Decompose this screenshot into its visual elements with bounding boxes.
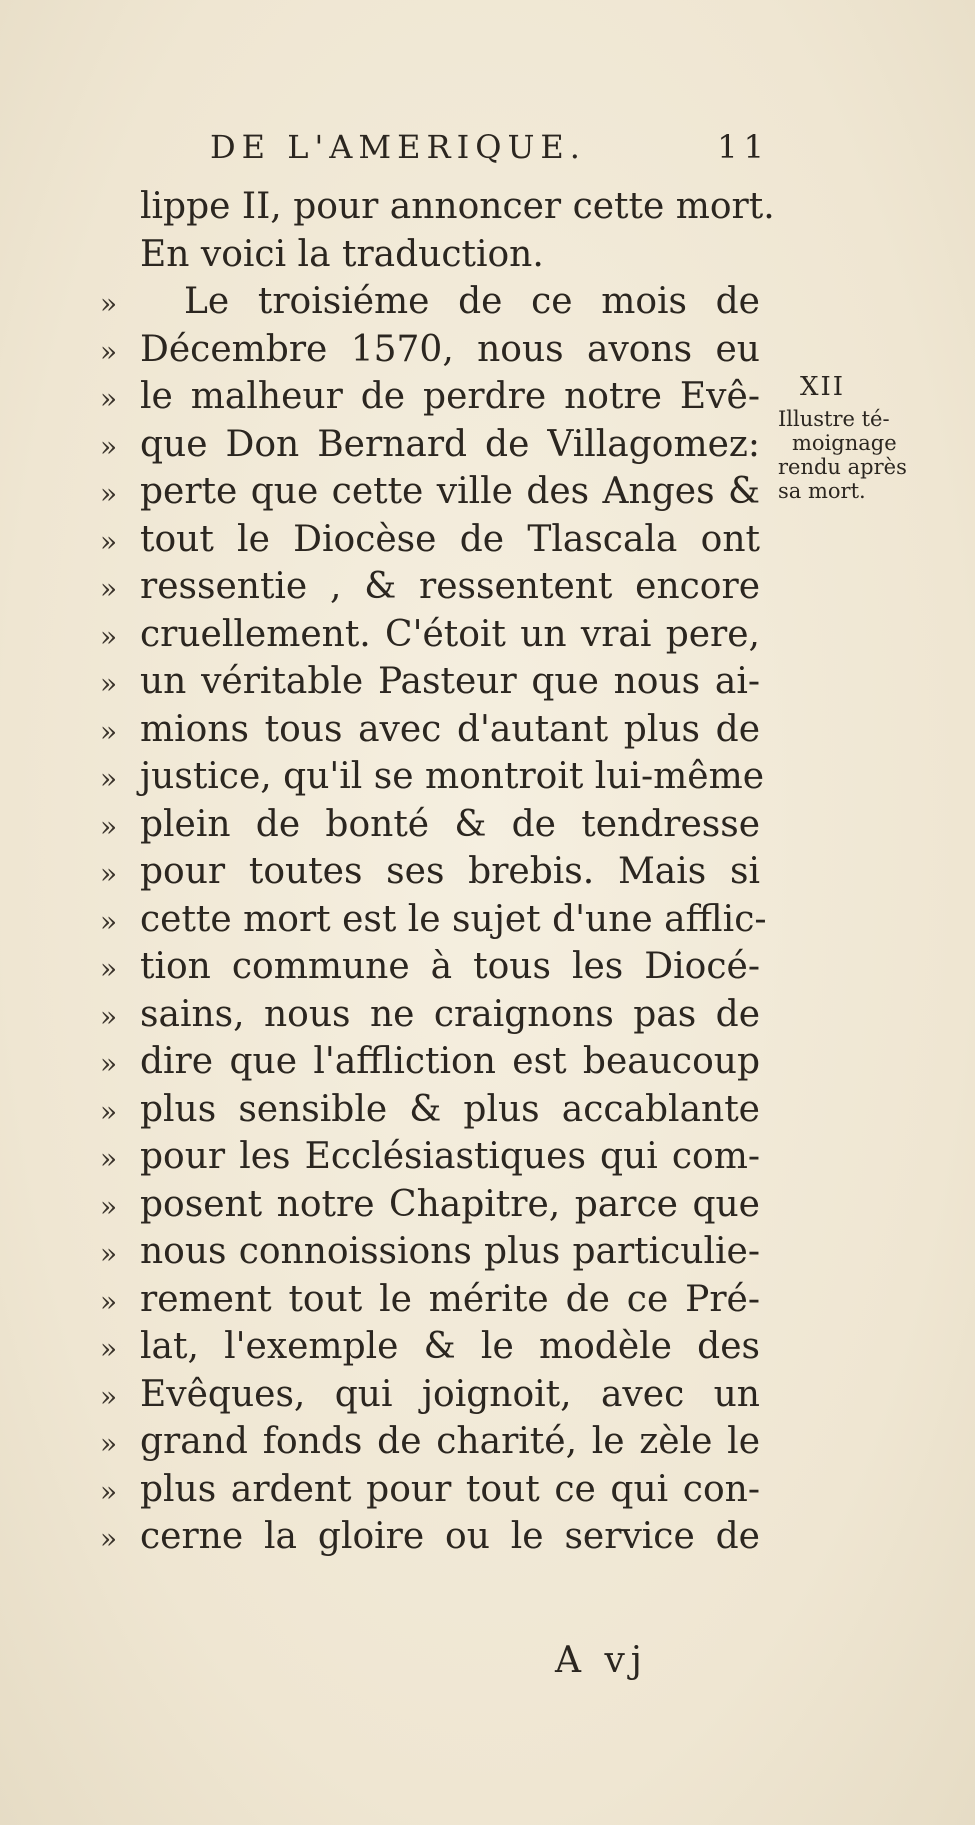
quote-mark: »	[100, 334, 118, 368]
text-line	[100, 326, 760, 374]
line-text: En voici la traduction.	[140, 233, 544, 275]
text-line	[100, 896, 767, 944]
page-number: 11	[717, 128, 770, 166]
text-line	[100, 611, 760, 659]
line-text: grand fonds de charité, le zèle le	[140, 1421, 760, 1462]
margin-note-line: moignage	[792, 431, 897, 455]
text-line	[100, 231, 760, 279]
margin-note-line: rendu après	[778, 455, 907, 479]
text-line	[100, 943, 760, 991]
text-line	[100, 1323, 760, 1371]
text-line	[100, 1371, 760, 1419]
quote-mark: »	[100, 1189, 118, 1223]
text-line	[100, 183, 775, 231]
margin-note-line: Illustre té-	[778, 407, 890, 431]
margin-note-line: sa mort.	[778, 479, 866, 503]
line-text: que Don Bernard de Villagomez:	[140, 423, 760, 465]
line-text: ressentie , & ressentent encore	[140, 566, 760, 607]
quote-mark: »	[100, 1094, 118, 1128]
text-line	[100, 753, 765, 801]
line-text: plus sensible & plus accablante	[140, 1088, 760, 1130]
line-text: sains, nous ne craignons pas de	[140, 993, 760, 1035]
text-line	[100, 848, 760, 896]
text-line	[100, 1276, 760, 1324]
quote-mark: »	[100, 572, 118, 605]
line-text: nous connoissions plus particulie-	[140, 1231, 760, 1272]
line-text: lippe II, pour annoncer cette mort.	[140, 186, 775, 227]
line-text: dire que l'affliction est beaucoup	[140, 1041, 760, 1082]
text-line	[100, 1086, 760, 1134]
quote-mark: »	[100, 1237, 118, 1270]
line-text: plus ardent pour tout ce qui con-	[140, 1468, 760, 1510]
text-line	[100, 706, 760, 754]
quote-mark: »	[100, 714, 118, 748]
quote-mark: »	[100, 1474, 118, 1508]
line-text: Décembre 1570, nous avons eu	[140, 328, 760, 370]
line-text: pour les Ecclésiastiques qui com-	[140, 1136, 760, 1177]
line-text: plein de bonté & de tendresse	[140, 803, 760, 845]
text-body	[100, 183, 775, 1561]
quote-mark: »	[100, 999, 118, 1033]
text-line	[100, 373, 760, 421]
quote-mark: »	[100, 1142, 118, 1175]
quote-mark: »	[100, 809, 118, 843]
line-text: cruellement. C'étoit un vrai pere,	[140, 613, 760, 655]
quote-mark: »	[100, 287, 118, 320]
quote-mark: »	[100, 904, 118, 938]
text-line	[100, 1418, 760, 1466]
quote-mark: »	[100, 429, 118, 463]
text-line	[100, 1513, 760, 1561]
text-line	[100, 421, 760, 469]
quote-mark: »	[100, 1522, 118, 1555]
line-text: perte que cette ville des Anges &	[140, 471, 760, 512]
line-text: pour toutes ses brebis. Mais si	[140, 851, 760, 892]
quote-mark: »	[100, 762, 118, 795]
line-text: le malheur de perdre notre Evê-	[140, 376, 760, 417]
margin-note	[778, 372, 968, 503]
line-text: tout le Diocèse de Tlascala ont	[140, 518, 760, 560]
quote-mark: »	[100, 857, 118, 890]
quote-mark: »	[100, 1379, 118, 1413]
line-text: rement tout le mérite de ce Pré-	[140, 1278, 760, 1320]
text-line	[100, 1228, 760, 1276]
text-line	[100, 516, 760, 564]
line-text: posent notre Chapitre, parce que	[140, 1183, 760, 1225]
quote-mark: »	[100, 477, 118, 510]
quote-mark: »	[100, 952, 118, 985]
text-line	[100, 991, 760, 1039]
line-text: lat, l'exemple & le modèle des	[140, 1326, 760, 1367]
line-text: Evêques, qui joignoit, avec un	[140, 1373, 760, 1415]
line-text: cerne la gloire ou le service de	[140, 1516, 760, 1557]
line-text: Le troisiéme de ce mois de	[184, 281, 760, 322]
signature-mark: A vj	[555, 1640, 648, 1681]
line-text: cette mort est le sujet d'une afflic-	[140, 898, 767, 940]
quote-mark: »	[100, 1284, 118, 1318]
text-line	[100, 1038, 760, 1086]
text-line	[100, 801, 760, 849]
line-text: justice, qu'il se montroit lui-même	[140, 756, 765, 797]
quote-mark: »	[100, 1427, 118, 1460]
running-header	[210, 128, 770, 178]
text-line	[100, 278, 760, 326]
text-line	[100, 468, 760, 516]
text-line	[100, 658, 760, 706]
quote-mark: »	[100, 619, 118, 653]
quote-mark: »	[100, 1047, 118, 1080]
quote-mark: »	[100, 382, 118, 415]
quote-mark: »	[100, 524, 118, 558]
text-line	[100, 1181, 760, 1229]
running-title: DE L'AMERIQUE.	[210, 128, 586, 166]
line-text: tion commune à tous les Diocé-	[140, 946, 760, 987]
text-line	[100, 563, 760, 611]
text-line	[100, 1466, 760, 1514]
margin-note-number: XII	[800, 372, 846, 402]
quote-mark: »	[100, 1332, 118, 1365]
line-text: mions tous avec d'autant plus de	[140, 708, 760, 750]
text-line	[100, 1133, 760, 1181]
line-text: un véritable Pasteur que nous ai-	[140, 661, 760, 702]
quote-mark: »	[100, 667, 118, 700]
